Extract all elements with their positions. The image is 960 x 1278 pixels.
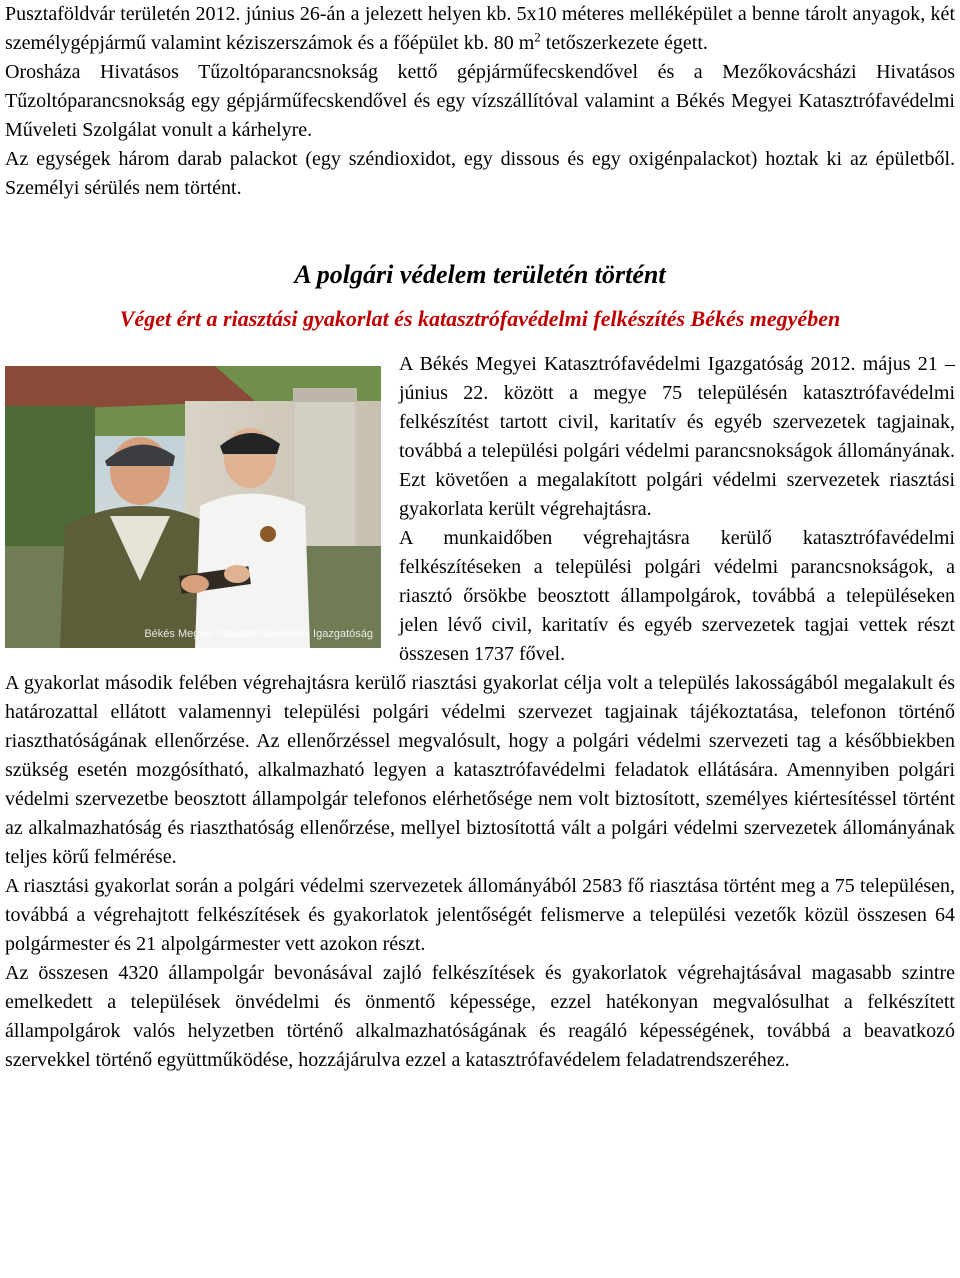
- body-paragraph-2: A munkaidőben végrehajtásra kerülő katasztrófavédelmi felkészítéseken a települési polgári védelmi parancsnokságok, a riasztó őrsökbe beosztott állampolgárok, továbbá a településeken jelen lévő civil, karitatív és egyéb szervezetek tagjai vettek részt összesen 1737 fővel.: [399, 527, 955, 665]
- intro-text-b: tetőszerkezete égett.: [540, 32, 708, 54]
- body-paragraph-1: A Békés Megyei Katasztrófavédelmi Igazgatóság 2012. május 21 – június 22. között a megye 75 településén katasztrófavédelmi felkészítést tartott civil, karitatív és egyéb szervezetek tagjainak, továbbá a települési polgári védelmi parancsnokságok állományának. Ezt követően a megalakított polgári védelmi szervezetek riasztási gyakorlata került végrehajtásra.: [399, 353, 955, 520]
- superscript: 2: [534, 29, 541, 45]
- intro-paragraph-1: [5, 0, 955, 58]
- body-paragraph-3: A gyakorlat második felében végrehajtásra kerülő riasztási gyakorlat célja volt a település lakosságából megalakult és határozattal ellátott valamennyi települési polgári védelmi szervezet tagjainak tájékoztatása, telefonon történő riaszthatóságának ellenőrzése. Az ellenőrzéssel megvalósult, hogy a polgári védelmi szervezeti tag a későbbiekben szükség esetén mozgósítható, alkalmazható legyen a katasztrófavédelmi feladatok ellátására. Amennyiben polgári védelmi szervezetbe beosztott állampolgár telefonos elérhetősége nem volt biztosított, személyes kiértesítéssel történt az alkalmazhatóság és riaszthatóság ellenőrzése, mellyel biztosítottá vált a polgári védelmi szervezetek állományának teljes körű felmérése.: [5, 672, 955, 868]
- intro-paragraph-3: Az egységek három darab palackot (egy széndioxidot, egy dissous és egy oxigénpalackot) hoztak ki az épületből. Személyi sérülés nem történt.: [5, 148, 955, 199]
- intro-text-a: Pusztaföldvár területén 2012. június 26-án a jelezett helyen kb. 5x10 méteres melléképület a benne tárolt anyagok, két személygépjármű valamint kéziszerszámok és a főépület kb. 80 m: [5, 3, 955, 54]
- section-subtitle: Véget ért a riasztási gyakorlat és katasztrófavédelmi felkészítés Békés megyében: [119, 306, 841, 331]
- document-page: [5, 0, 955, 1075]
- photo-watermark: Békés Megyei Katasztrófavédelmi Igazgatóság: [144, 628, 373, 640]
- article-photo: [5, 366, 381, 648]
- intro-paragraph-2: Orosháza Hivatásos Tűzoltóparancsnokság kettő gépjárműfecskendővel és a Mezőkovácsházi Hivatásos Tűzoltóparancsnokság egy gépjárműfecskendővel és egy vízszállítóval valamint a Békés Megyei Katasztrófavédelmi Műveleti Szolgálat vonult a kárhelyre.: [5, 61, 955, 141]
- section-title: A polgári védelem területén történt: [294, 260, 666, 289]
- body-paragraph-5: Az összesen 4320 állampolgár bevonásával zajló felkészítések és gyakorlatok végrehajtásával magasabb szintre emelkedett a települések önvédelmi és önmentő képessége, ezzel hatékonyan megvalósulhat a felkészített állampolgárok valós helyzetben történő alkalmazhatóságának és reagáló képességének, továbbá a beavatkozó szervekkel történő együttműködése, hozzájárulva ezzel a katasztrófavédelem feladatrendszeréhez.: [5, 962, 955, 1071]
- article-body: [5, 350, 955, 1075]
- photo-illustration: [5, 366, 381, 648]
- body-paragraph-4: A riasztási gyakorlat során a polgári védelmi szervezetek állományából 2583 fő riasztása történt meg a 75 településen, továbbá a végrehajtott felkészítések és gyakorlatok jelentőségét felismerve a települési vezetők közül összesen 64 polgármester és 21 alpolgármester vett azokon részt.: [5, 875, 955, 955]
